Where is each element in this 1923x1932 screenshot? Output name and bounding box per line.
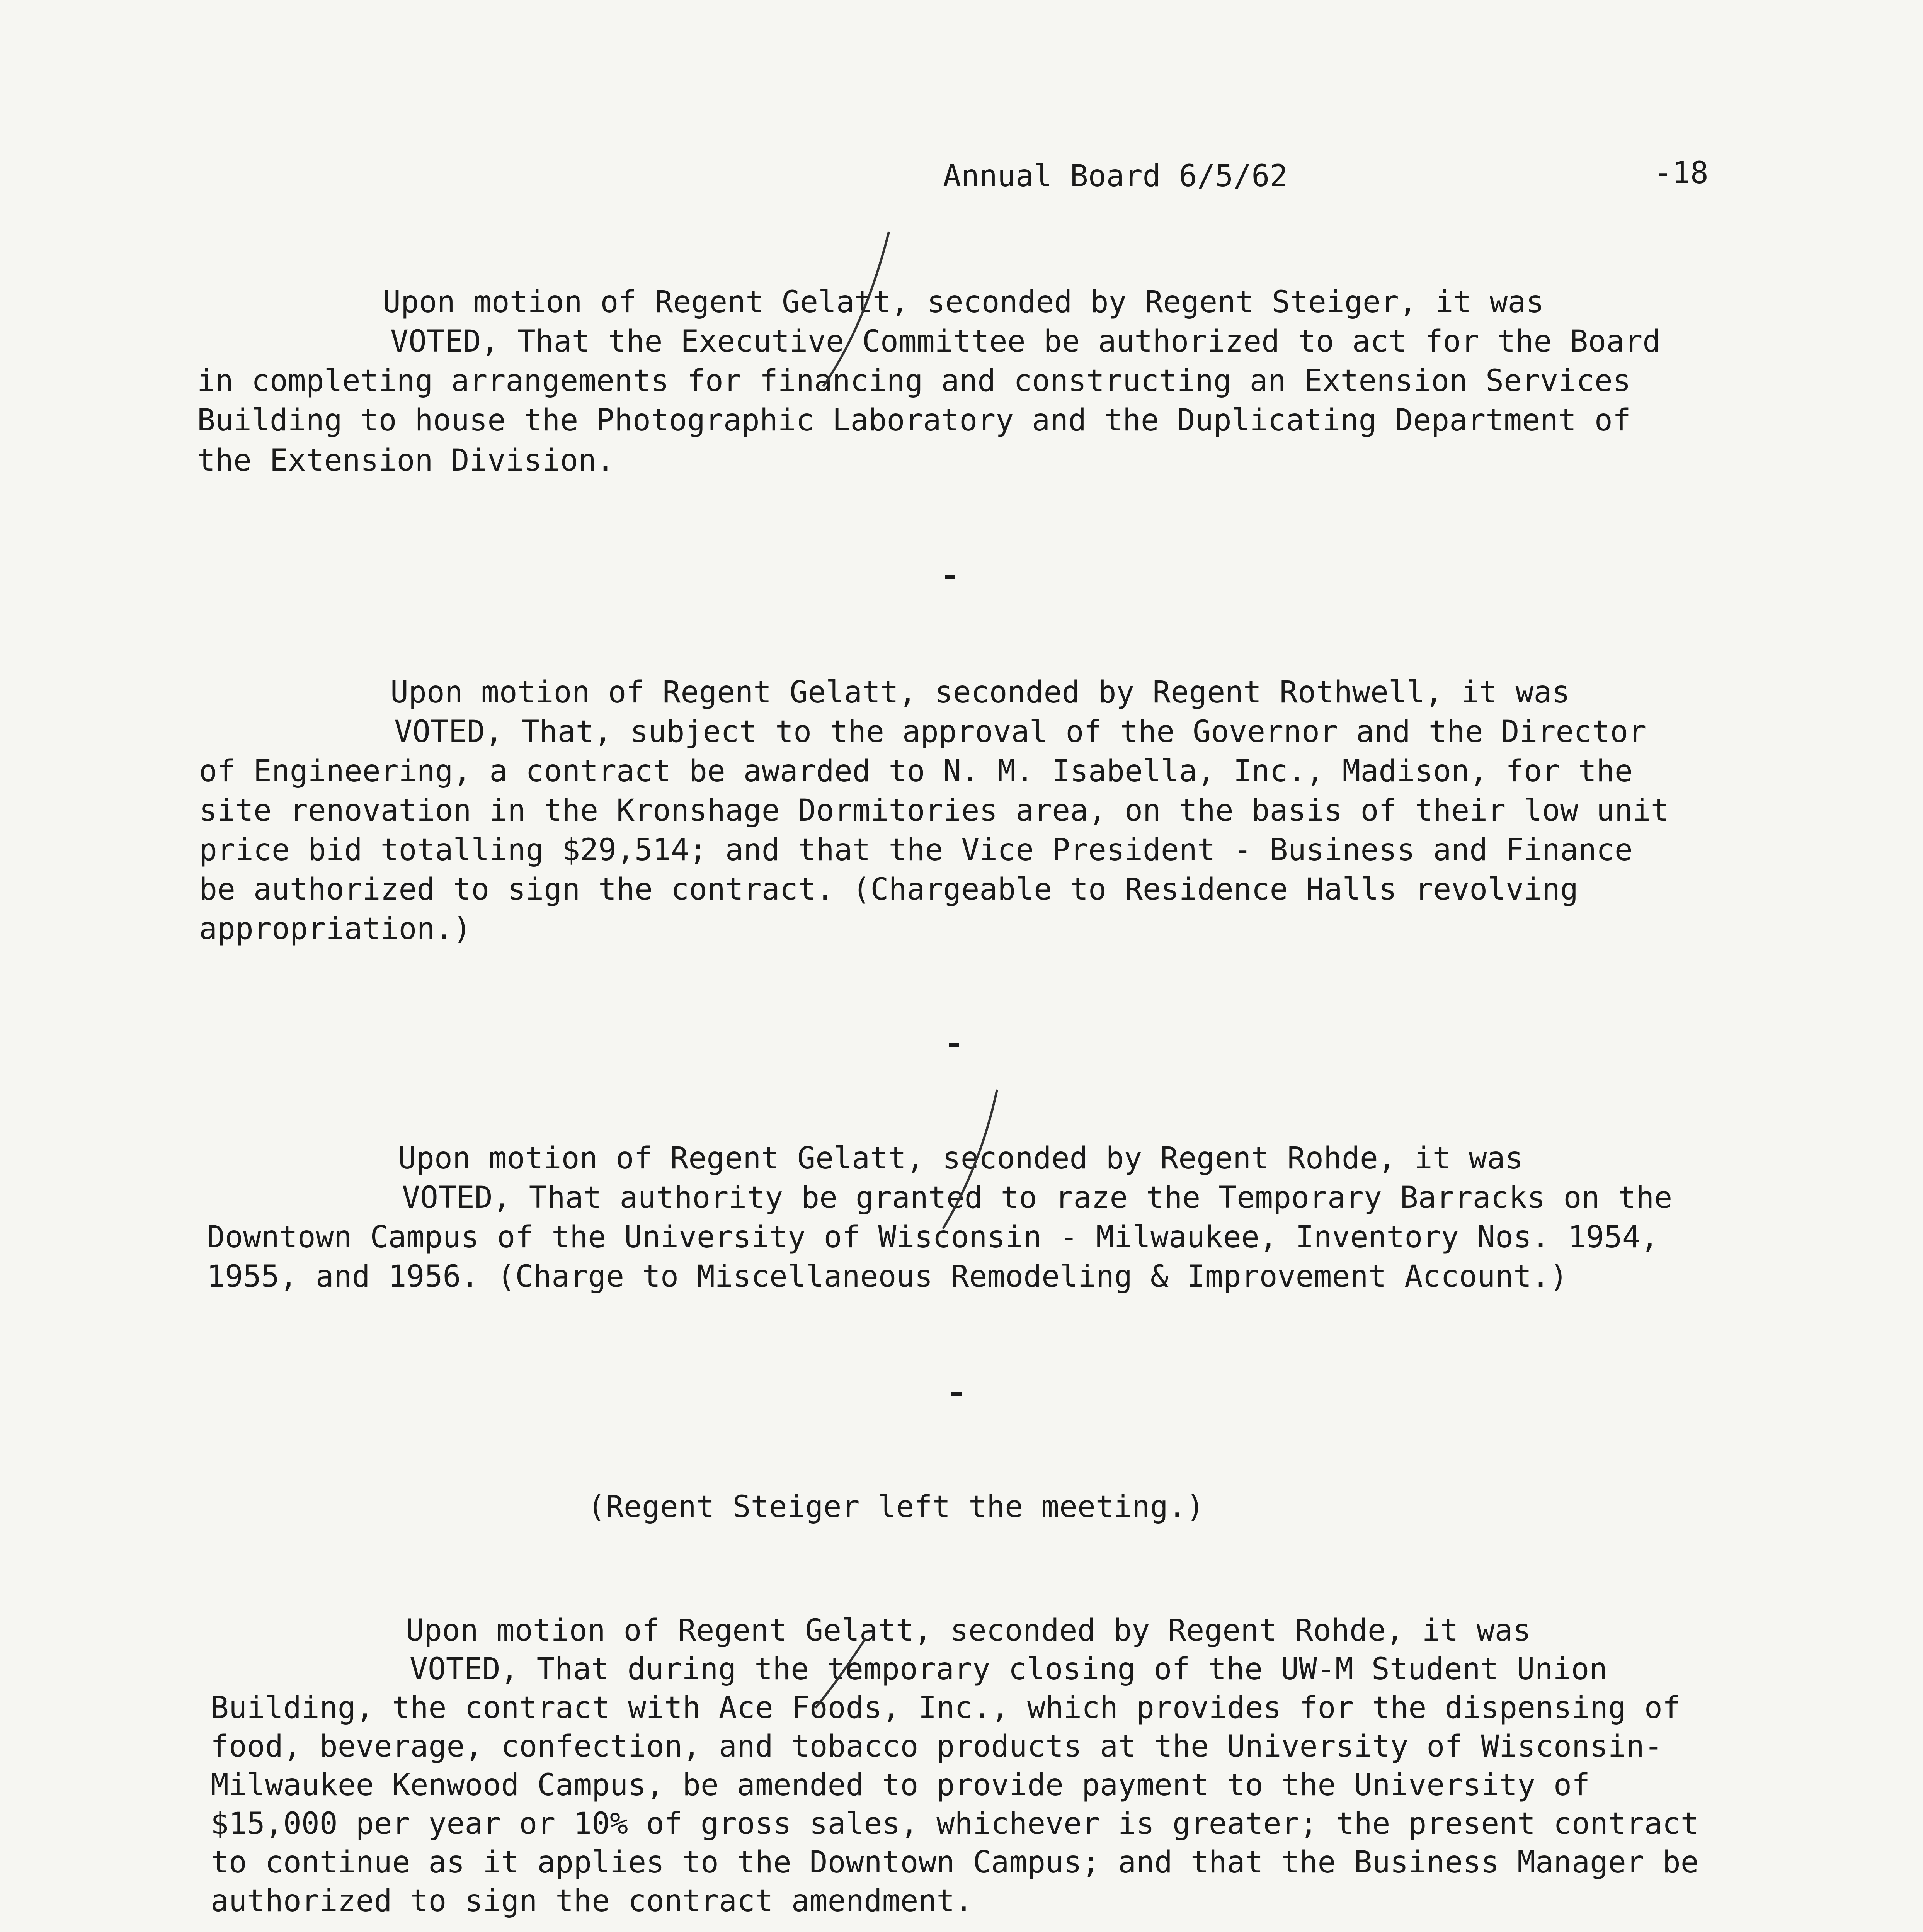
- paragraph-line: VOTED, That authority be granted to raze the Temporary Barracks on the: [402, 1180, 1673, 1215]
- paragraph-line: Upon motion of Regent Gelatt, seconded by Regent Rothwell, it was: [390, 675, 1570, 710]
- section-separator: [945, 575, 955, 579]
- paragraph-line: to continue as it applies to the Downtown Campus; and that the Business Manager be: [211, 1845, 1699, 1880]
- paragraph-line: Downtown Campus of the University of Wisconsin - Milwaukee, Inventory Nos. 1954,: [207, 1220, 1659, 1255]
- paragraph-line: be authorized to sign the contract. (Chargeable to Residence Halls revolving: [199, 872, 1578, 907]
- section-separator: [951, 1392, 962, 1396]
- paragraph-line: the Extension Division.: [197, 443, 615, 478]
- page-header-number: -18: [1654, 156, 1709, 190]
- paragraph-line: Building, the contract with Ace Foods, Inc., which provides for the dispensing of: [211, 1690, 1681, 1725]
- paragraph-line: site renovation in the Kronshage Dormitories area, on the basis of their low unit: [199, 793, 1669, 828]
- paragraph-line: VOTED, That the Executive Committee be authorized to act for the Board: [390, 324, 1661, 359]
- paragraph-line: food, beverage, confection, and tobacco products at the University of Wisconsin-: [211, 1729, 1663, 1764]
- paragraph-line: authorized to sign the contract amendment.: [211, 1884, 973, 1918]
- paragraph-line: $15,000 per year or 10% of gross sales, whichever is greater; the present contract: [211, 1806, 1699, 1841]
- paragraph-line: Upon motion of Regent Gelatt, seconded by Regent Rohde, it was: [406, 1613, 1531, 1648]
- meeting-note: (Regent Steiger left the meeting.): [587, 1490, 1205, 1524]
- paragraph-line: Milwaukee Kenwood Campus, be amended to provide payment to the University of: [211, 1768, 1590, 1803]
- paragraph-line: of Engineering, a contract be awarded to N. M. Isabella, Inc., Madison, for the: [199, 754, 1633, 789]
- paragraph-line: Upon motion of Regent Gelatt, seconded by Regent Rohde, it was: [398, 1141, 1523, 1176]
- paragraph-line: in completing arrangements for financing and constructing an Extension Services: [197, 364, 1631, 398]
- section-separator: [949, 1043, 959, 1047]
- paragraph-line: Building to house the Photographic Laboratory and the Duplicating Department of: [197, 403, 1631, 438]
- paragraph-line: VOTED, That during the temporary closing of the UW-M Student Union: [410, 1652, 1608, 1687]
- paragraph-line: VOTED, That, subject to the approval of the Governor and the Director: [394, 714, 1647, 749]
- page-header-title: Annual Board 6/5/62: [943, 159, 1288, 194]
- paragraph-line: 1955, and 1956. (Charge to Miscellaneous Remodeling & Improvement Account.): [207, 1259, 1568, 1294]
- paragraph-line: appropriation.): [199, 912, 471, 946]
- paragraph-line: price bid totalling $29,514; and that the Vice President - Business and Finance: [199, 833, 1633, 867]
- paragraph-line: Upon motion of Regent Gelatt, seconded by Regent Steiger, it was: [383, 285, 1544, 320]
